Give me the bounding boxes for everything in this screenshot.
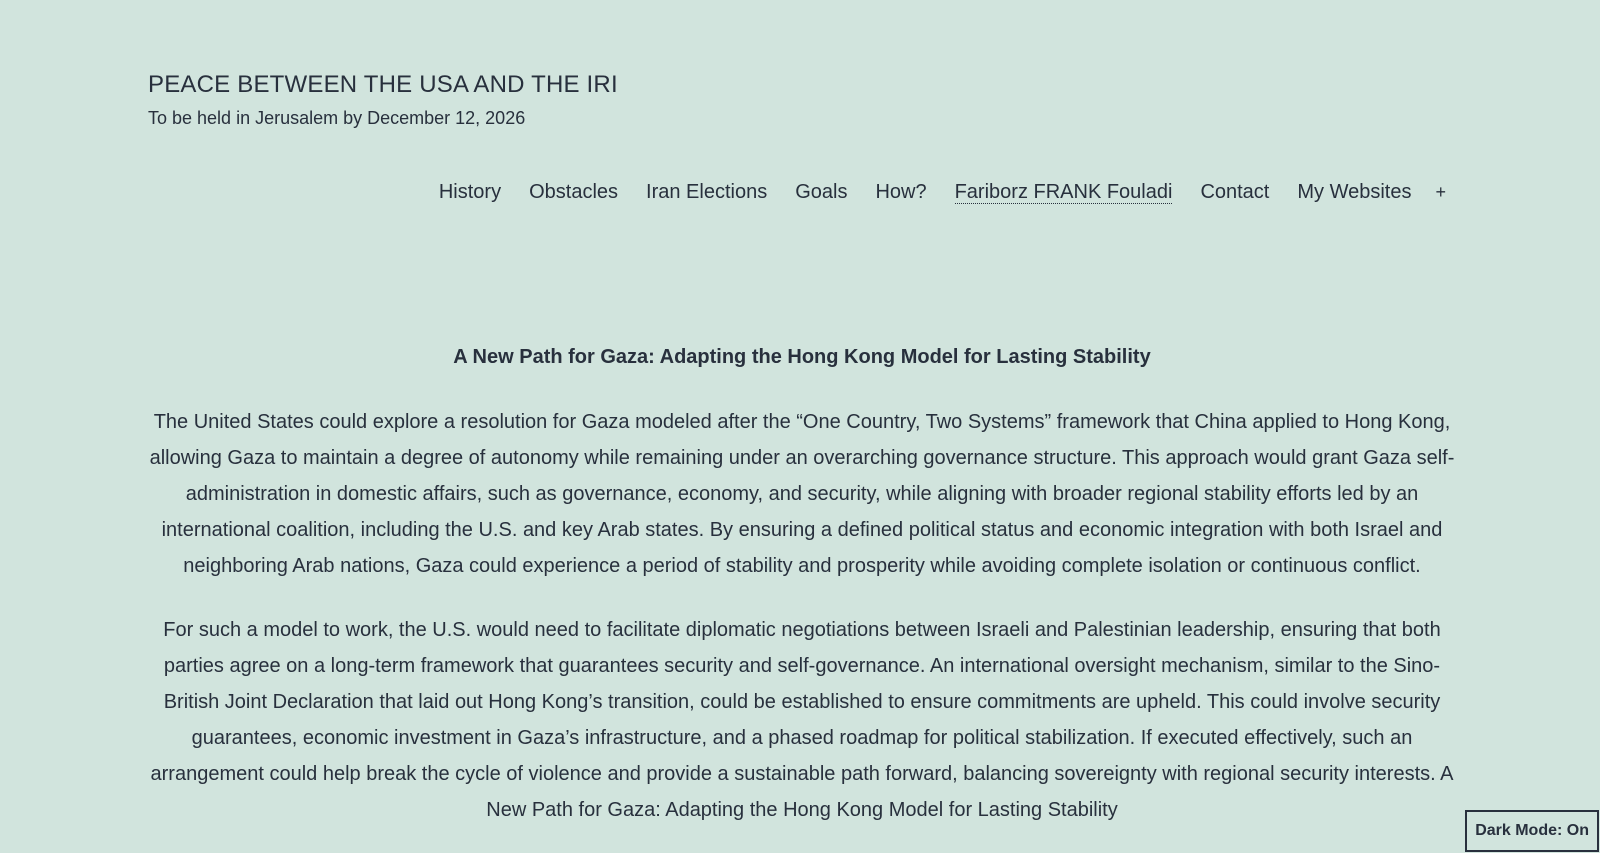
post-paragraph: The United States could explore a resolution for Gaza modeled after the “One Country, Two Systems” framework that China applied to Hong Kong, allowing Gaza to maintain a degree of autonomy while remaining under an overarching governance structure. This approach would grant Gaza self-administration in domestic affairs, such as governance, economy, and security, while aligning with broader regional stability efforts led by an international coalition, including the U.S. and key Arab states. By ensuring a defined political status and economic integration with both Israel and neighboring Arab nations, Gaza could experience a period of stability and prosperity while avoiding complete isolation or continuous conflict. — [149, 411, 1455, 577]
nav-item-my-websites[interactable] — [1283, 174, 1425, 210]
nav-item-how[interactable] — [861, 174, 940, 210]
nav-item-obstacles[interactable] — [515, 174, 632, 210]
nav-item-label: Fariborz FRANK Fouladi — [954, 181, 1173, 203]
nav-item-label: How? — [875, 181, 927, 203]
nav-item-label: Iran Elections — [646, 181, 768, 203]
nav-item-label: History — [438, 181, 502, 203]
post-title: A New Path for Gaza: Adapting the Hong Kong Model for Lasting Stability — [453, 346, 1151, 368]
nav-item-fariborz-frank-fouladi[interactable] — [941, 174, 1187, 210]
nav-item-label: Contact — [1200, 181, 1270, 203]
nav-item-label: Goals — [795, 181, 848, 203]
site-tagline: To be held in Jerusalem by December 12, 2026 — [148, 108, 526, 128]
primary-nav — [425, 174, 1452, 210]
nav-item-contact[interactable] — [1186, 174, 1283, 210]
site-title[interactable]: PEACE BETWEEN THE USA AND THE IRI — [148, 71, 618, 98]
post-content — [148, 342, 1456, 853]
nav-item-goals[interactable] — [781, 174, 861, 210]
nav-item-history[interactable] — [425, 174, 515, 210]
nav-item-label: My Websites — [1297, 181, 1412, 203]
site-header — [148, 68, 618, 132]
nav-more-plus-icon[interactable]: + — [1435, 181, 1446, 202]
dark-mode-toggle-button[interactable]: Dark Mode: On — [1465, 810, 1599, 852]
nav-item-label: Obstacles — [529, 181, 619, 203]
nav-item-iran-elections[interactable] — [632, 174, 781, 210]
post-paragraph: For such a model to work, the U.S. would need to facilitate diplomatic negotiations between Israeli and Palestinian leadership, ensuring that both parties agree on a long-term framework that guarantees security and self-governance. An international oversight mechanism, similar to the Sino-British Joint Declaration that laid out Hong Kong’s transition, could be established to ensure commitments are upheld. This could involve security guarantees, economic investment in Gaza’s infrastructure, and a phased roadmap for political stabilization. If executed effectively, such an arrangement could help break the cycle of violence and provide a sustainable path forward, balancing sovereignty with regional security interests. A New Path for Gaza: Adapting the Hong Kong Model for Lasting Stability — [150, 619, 1454, 821]
